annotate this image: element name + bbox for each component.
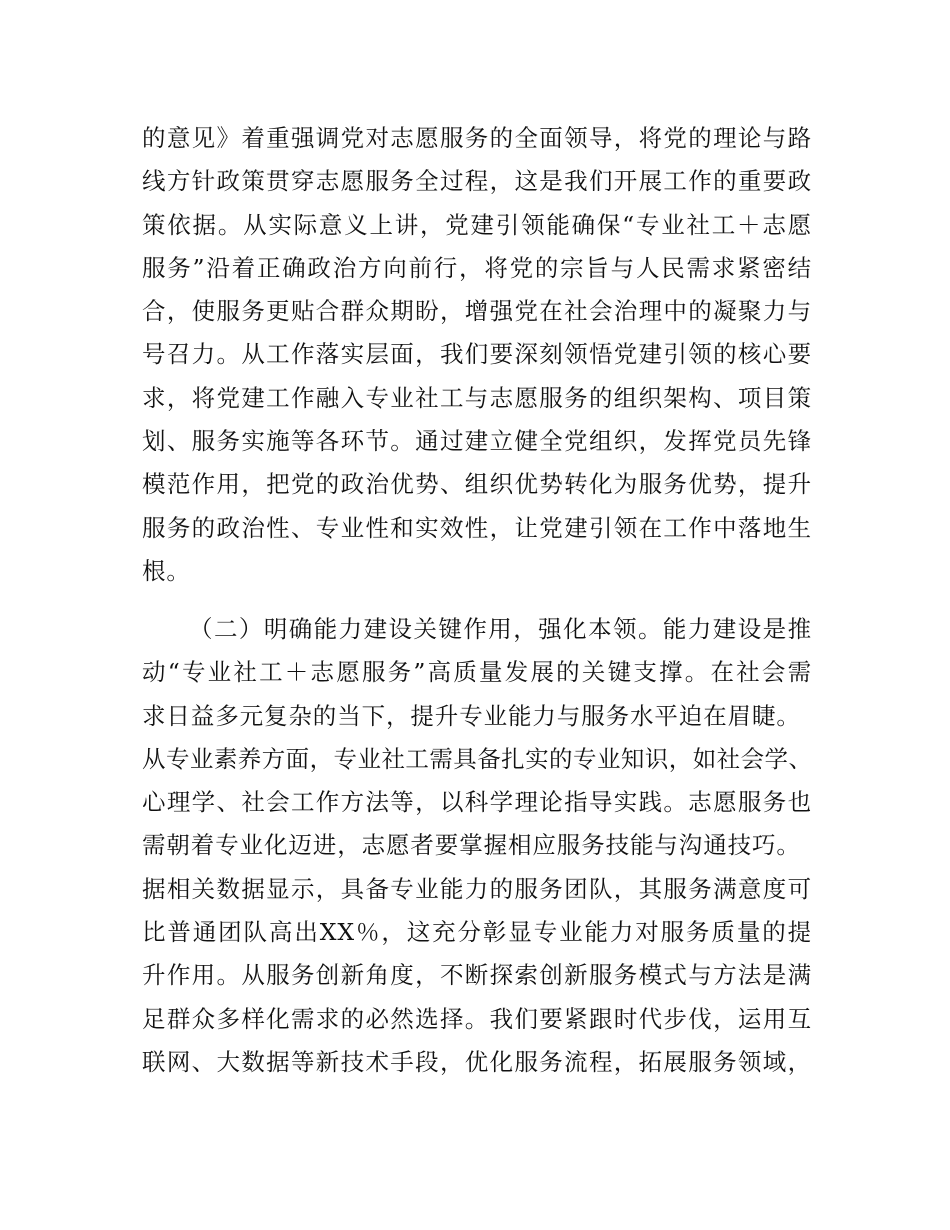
body-paragraph-1 <box>142 117 812 593</box>
paragraph-line: 比普通团队高出XX％，这充分彰显专业能力对服务质量的提 <box>142 918 812 947</box>
paragraph-line: 策依据。从实际意义上讲，党建引领能确保“专业社工＋志愿 <box>142 210 812 239</box>
paragraph-line: 的意见》着重强调党对志愿服务的全面领导，将党的理论与路 <box>142 124 812 152</box>
paragraph-line: 划、服务实施等各环节。通过建立健全党组织，发挥党员先锋 <box>142 427 812 456</box>
paragraph-line: 求，将党建工作融入专业社工与志愿服务的组织架构、项目策 <box>142 383 812 412</box>
paragraph-line: 模范作用，把党的政治优势、组织优势转化为服务优势，提升 <box>142 470 812 499</box>
paragraph-line-indented: （二）明确能力建设关键作用，强化本领。能力建设是推 <box>189 615 812 643</box>
paragraph-line: 根。 <box>142 556 191 585</box>
paragraph-line: 足群众多样化需求的必然选择。我们要紧跟时代步伐，运用互 <box>142 1004 812 1033</box>
paragraph-line: 合，使服务更贴合群众期盼，增强党在社会治理中的凝聚力与 <box>142 297 812 326</box>
paragraph-line: 服务”沿着正确政治方向前行，将党的宗旨与人民需求紧密结 <box>142 253 812 282</box>
paragraph-line: 联网、大数据等新技术手段，优化服务流程，拓展服务领域， <box>142 1047 812 1076</box>
paragraph-line: 升作用。从服务创新角度，不断探索创新服务模式与方法是满 <box>142 961 812 990</box>
paragraph-line: 需朝着专业化迈进，志愿者要掌握相应服务技能与沟通技巧。 <box>142 831 801 860</box>
paragraph-line: 心理学、社会工作方法等，以科学理论指导实践。志愿服务也 <box>142 788 812 817</box>
paragraph-line: 线方针政策贯穿志愿服务全过程，这是我们开展工作的重要政 <box>142 167 812 196</box>
paragraph-line: 求日益多元复杂的当下，提升专业能力与服务水平迫在眉睫。 <box>142 701 801 730</box>
paragraph-line: 动“专业社工＋志愿服务”高质量发展的关键支撑。在社会需 <box>142 658 812 687</box>
paragraph-line: 服务的政治性、专业性和实效性，让党建引领在工作中落地生 <box>142 513 812 542</box>
body-paragraph-2 <box>142 608 812 1084</box>
paragraph-line: 从专业素养方面，专业社工需具备扎实的专业知识，如社会学、 <box>142 744 812 773</box>
paragraph-line: 号召力。从工作落实层面，我们要深刻领悟党建引领的核心要 <box>142 340 812 369</box>
paragraph-line: 据相关数据显示，具备专业能力的服务团队，其服务满意度可 <box>142 874 812 903</box>
